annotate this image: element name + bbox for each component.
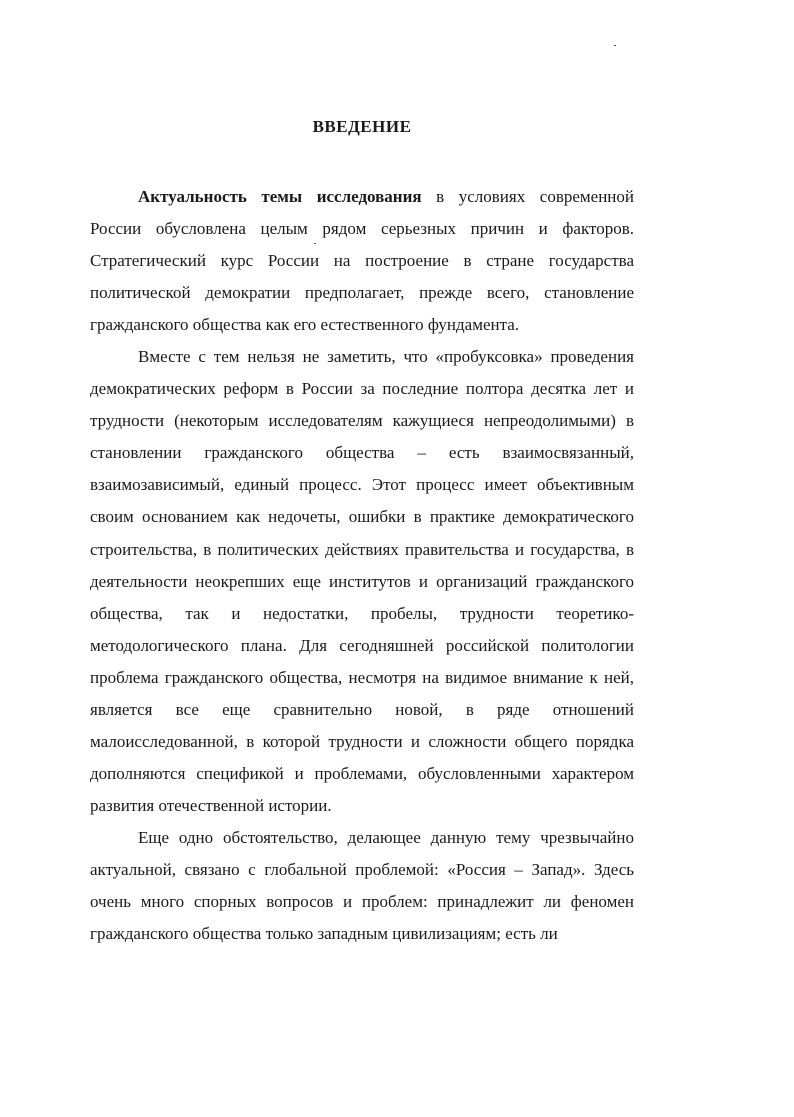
paragraph-3 xyxy=(90,822,634,950)
body-text xyxy=(90,181,634,950)
paragraph-1 xyxy=(90,181,634,341)
paragraph-text: Еще одно обстоятельство, делающее данную тему чрезвычайно актуальной, связано с глобальной проблемой: «Россия – Запад». Здесь очень много спорных вопросов и проблем: принадлежит ли феномен гражданского общества только западным цивилизациям; есть ли xyxy=(90,827,634,944)
paragraph-2 xyxy=(90,341,634,822)
scan-speck xyxy=(614,45,616,46)
paragraph-text: Вместе с тем нельзя не заметить, что «пробуксовка» проведения демократических реформ в России за последние полтора десятка лет и трудности (некоторым исследователям кажущиеся непреодолимыми) в становлении гражданского общества – есть взаимосвязанный, взаимозависимый, единый процесс. Этот процесс имеет объективным своим основанием как недочеты, ошибки в практике демократического строительства, в политических действиях правительства и государства, в деятельности неокрепших еще институтов и организаций гражданского общества, так и недостатки, пробелы, трудности теоретико-методологического плана. Для сегодняшней российской политологии проблема гражданского общества, несмотря на видимое внимание к ней, является все еще сравнительно новой, в ряде отношений малоисследованной, в которой трудности и сложности общего порядка дополняются спецификой и проблемами, обусловленными характером развития отечественной истории. xyxy=(90,347,634,815)
paragraph-lead: Актуальность темы исследования xyxy=(138,187,422,206)
paragraph-text: в условиях современной России обусловлена целым рядом серьезных причин и факторов. Стратегический курс России на построение в стране государства политической демократии предполагает, прежде всего, становление гражданского общества как его естественного фундамента. xyxy=(90,187,634,335)
page-title: ВВЕДЕНИЕ xyxy=(312,117,412,136)
